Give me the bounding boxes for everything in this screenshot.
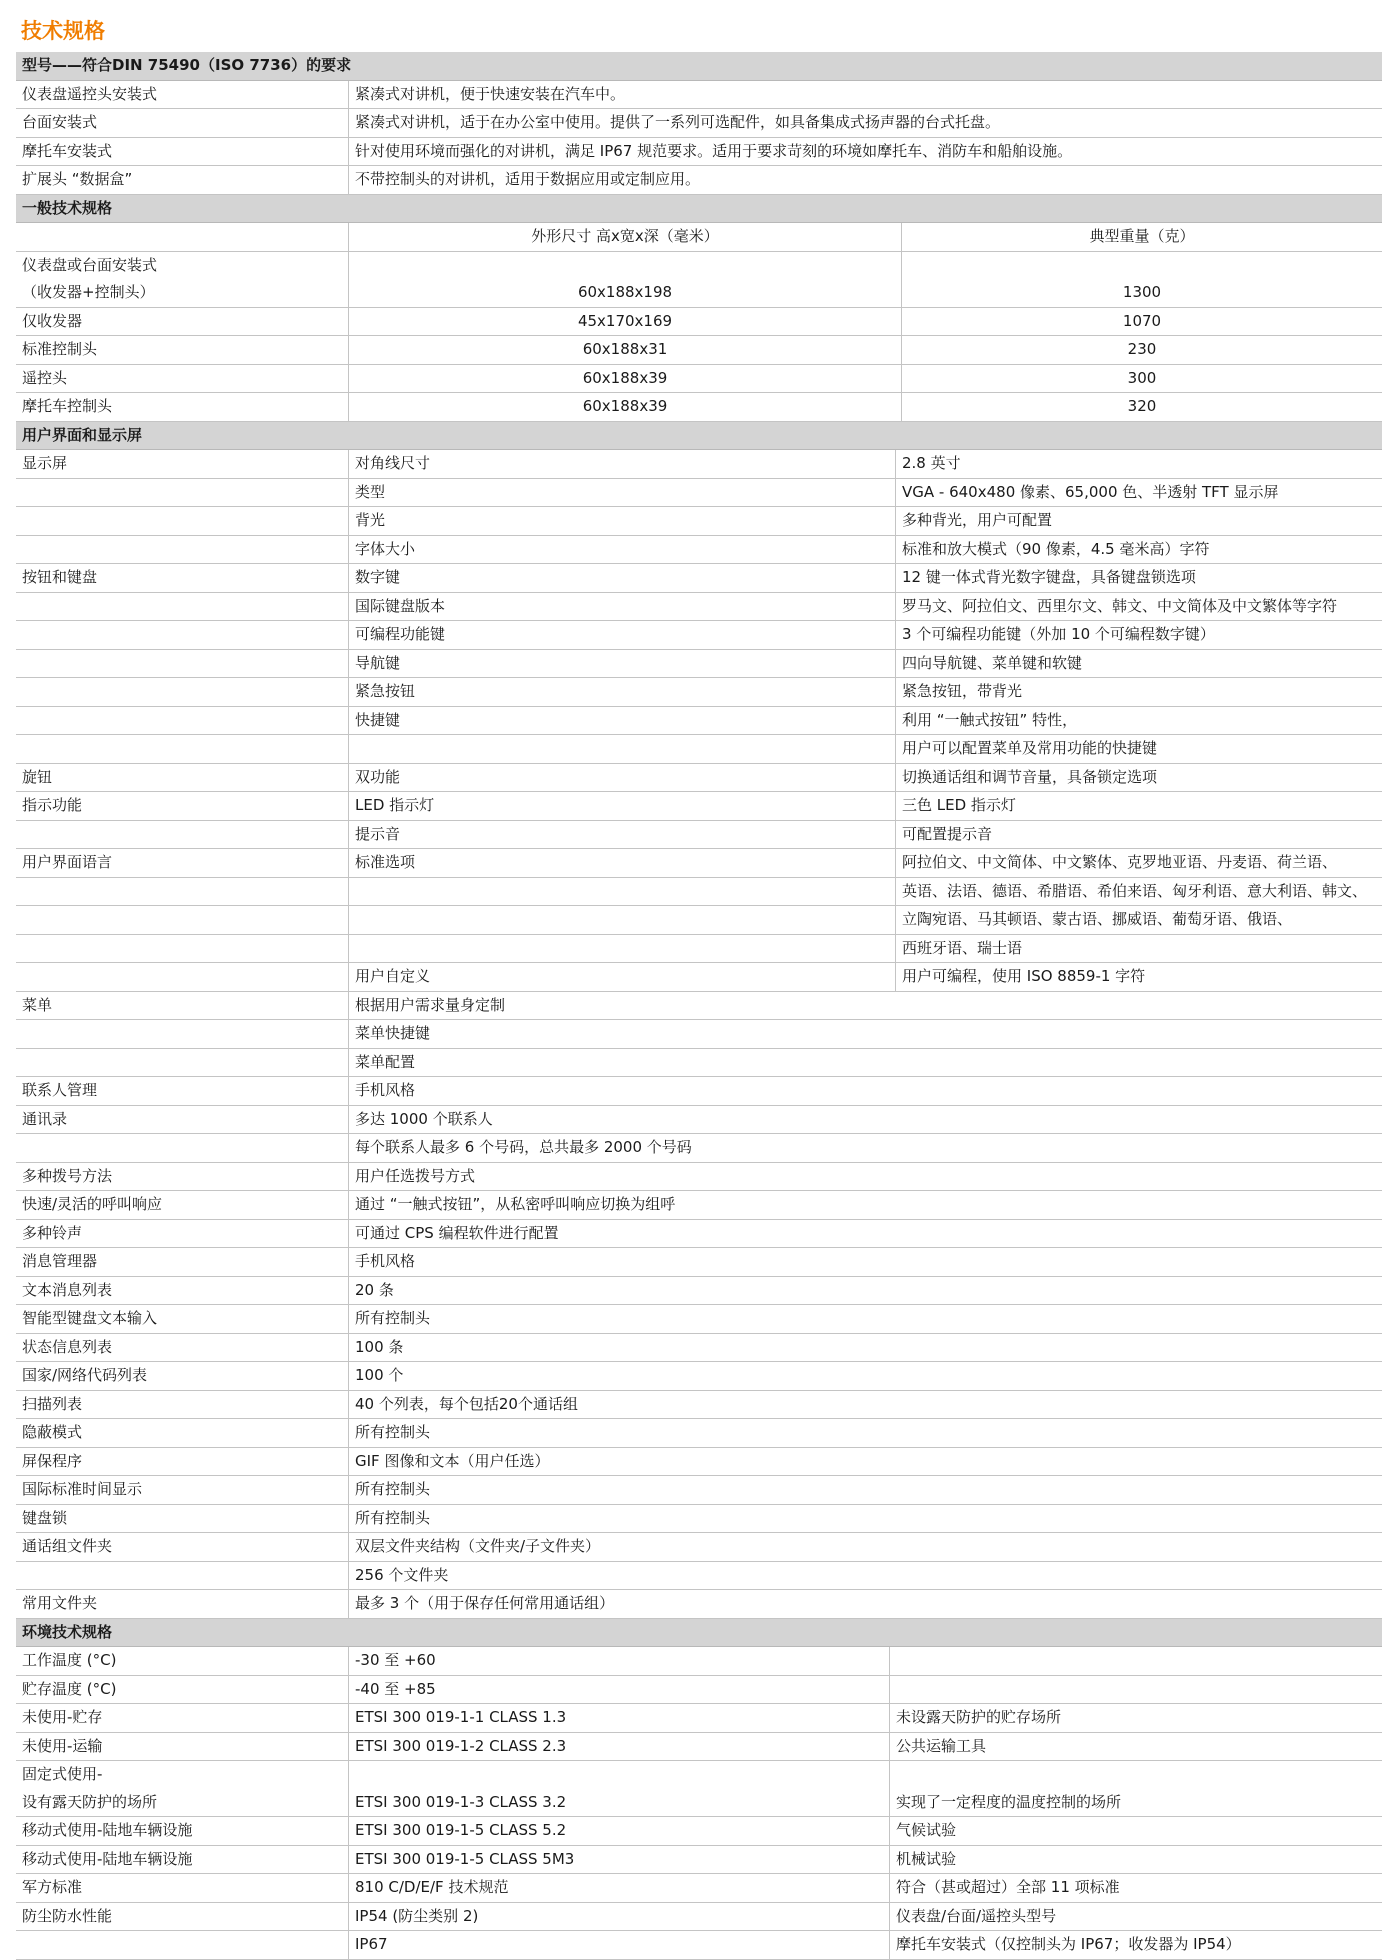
table-row	[16, 1248, 1382, 1277]
row-item: 810 C/D/E/F 技术规范	[348, 1874, 888, 1902]
row-label	[16, 507, 347, 535]
row-value: 仪表盘/台面/遥控头型号	[889, 1903, 1382, 1931]
table-row	[16, 1049, 1382, 1078]
row-label: 状态信息列表	[22, 1337, 113, 1356]
row-value: 机械试验	[889, 1846, 1382, 1874]
table-row	[16, 279, 1382, 308]
row-item: IP67	[348, 1931, 888, 1959]
dimensions-column-header: 外形尺寸 高x宽x深（毫米）	[348, 223, 901, 251]
row-value: VGA - 640x480 像素、65,000 色、半透射 TFT 显示屏	[895, 479, 1382, 507]
row-value: 实现了一定程度的温度控制的场所	[889, 1789, 1382, 1817]
row-label: 摩托车控制头	[22, 397, 113, 415]
column-header-row	[16, 223, 1382, 252]
row-value: 未设露天防护的贮存场所	[889, 1704, 1382, 1732]
row-value: 用户可以配置菜单及常用功能的快捷键	[895, 735, 1382, 763]
row-label	[16, 621, 347, 649]
section-heading: 型号——符合DIN 75490（ISO 7736）的要求	[22, 56, 352, 74]
table-row	[16, 536, 1382, 565]
row-item: 40 个列表，每个包括20个通话组	[348, 1391, 1382, 1419]
weight-value: 1070	[901, 308, 1382, 336]
table-row	[16, 1874, 1382, 1903]
table-row	[16, 1676, 1382, 1705]
table-row	[16, 393, 1382, 422]
row-item: 根据用户需求量身定制	[348, 992, 1382, 1020]
dimensions-value	[348, 252, 901, 280]
row-item: 菜单快捷键	[348, 1020, 1382, 1048]
row-item: 可通过 CPS 编程软件进行配置	[348, 1220, 1382, 1248]
table-row	[16, 593, 1382, 622]
row-item	[348, 735, 894, 763]
row-item: ETSI 300 019-1-5 CLASS 5.2	[348, 1817, 888, 1845]
table-row	[16, 735, 1382, 764]
row-item: 对角线尺寸	[348, 450, 894, 478]
table-row	[16, 1761, 1382, 1789]
section-header-ui	[16, 422, 1382, 451]
row-label: 扫描列表	[22, 1394, 83, 1413]
row-value: 用户可编程，使用 ISO 8859-1 字符	[895, 963, 1382, 991]
row-label: 用户界面语言	[22, 853, 113, 871]
table-row	[16, 821, 1382, 850]
table-row	[16, 1277, 1382, 1306]
row-label	[16, 536, 347, 564]
row-label: 工作温度 (°C)	[22, 1651, 117, 1669]
row-item: 双层文件夹结构（文件夹/子文件夹）	[348, 1533, 1382, 1561]
table-row	[16, 1220, 1382, 1249]
table-row	[16, 479, 1382, 508]
table-row	[16, 507, 1382, 536]
table-row	[16, 1077, 1382, 1106]
row-item: 所有控制头	[348, 1419, 1382, 1447]
table-row	[16, 621, 1382, 650]
table-row	[16, 1163, 1382, 1192]
table-row	[16, 1590, 1382, 1619]
table-row	[16, 650, 1382, 679]
table-row	[16, 849, 1382, 878]
row-item: 紧急按钮	[348, 678, 894, 706]
row-item: 100 个	[348, 1362, 1382, 1390]
row-item: ETSI 300 019-1-5 CLASS 5M3	[348, 1846, 888, 1874]
row-value: 罗马文、阿拉伯文、西里尔文、韩文、中文简体及中文繁体等字符	[895, 593, 1382, 621]
row-label: 仅收发器	[22, 311, 83, 330]
row-label: 未使用-贮存	[22, 1708, 103, 1726]
row-label: 屏保程序	[22, 1451, 83, 1470]
row-label	[16, 821, 347, 849]
row-value	[889, 1676, 1382, 1704]
row-value: 切换通话组和调节音量，具备锁定选项	[895, 764, 1382, 792]
row-label: 快速/灵活的呼叫响应	[22, 1195, 163, 1213]
row-label: 多种拨号方法	[22, 1166, 113, 1185]
table-row	[16, 109, 1382, 138]
row-label: 国家/网络代码列表	[22, 1366, 148, 1384]
row-label	[16, 935, 347, 963]
table-row	[16, 1334, 1382, 1363]
row-item: -30 至 +60	[348, 1647, 888, 1675]
table-row	[16, 1362, 1382, 1391]
row-value: 3 个可编程功能键（外加 10 个可编程数字键）	[895, 621, 1382, 649]
weight-value: 320	[901, 393, 1382, 421]
section-heading: 一般技术规格	[22, 198, 113, 217]
table-row	[16, 1733, 1382, 1762]
row-label: 键盘锁	[22, 1508, 68, 1527]
row-value: 公共运输工具	[889, 1733, 1382, 1761]
section-header-model	[16, 52, 1382, 81]
table-row	[16, 1106, 1382, 1135]
ui-rows	[16, 450, 1382, 992]
row-label	[16, 878, 347, 906]
weight-value	[901, 252, 1382, 280]
table-row	[16, 1448, 1382, 1477]
section-heading: 用户界面和显示屏	[22, 425, 143, 444]
section-heading: 环境技术规格	[22, 1622, 113, 1641]
row-label: 通话组文件夹	[22, 1537, 113, 1555]
row-label	[16, 479, 347, 507]
row-label: 显示屏	[22, 454, 68, 472]
row-item: 用户自定义	[348, 963, 894, 991]
row-label: 遥控头	[22, 368, 68, 387]
row-value: 紧急按钮，带背光	[895, 678, 1382, 706]
row-label: 防尘防水性能	[22, 1906, 113, 1925]
row-label: 固定式使用-	[22, 1765, 103, 1783]
row-value: 多种背光，用户可配置	[895, 507, 1382, 535]
table-row	[16, 1191, 1382, 1220]
row-label	[16, 1049, 347, 1077]
row-item: 类型	[348, 479, 894, 507]
row-value: 12 键一体式背光数字键盘，具备键盘锁选项	[895, 564, 1382, 592]
row-item: 国际键盘版本	[348, 593, 894, 621]
row-label: 隐蔽模式	[22, 1423, 83, 1441]
row-label	[16, 1134, 347, 1162]
row-label: 按钮和键盘	[22, 568, 98, 586]
row-item: 可编程功能键	[348, 621, 894, 649]
row-label: 台面安装式	[22, 113, 98, 131]
row-label: 常用文件夹	[22, 1594, 98, 1612]
row-value: 英语、法语、德语、希腊语、希伯来语、匈牙利语、意大利语、韩文、	[895, 878, 1382, 906]
row-value	[889, 1647, 1382, 1675]
weight-value: 1300	[901, 279, 1382, 307]
table-row	[16, 1533, 1382, 1562]
row-value: 符合（甚或超过）全部 11 项标准	[889, 1874, 1382, 1902]
row-label: 设有露天防护的场所	[22, 1792, 158, 1811]
env-rows	[16, 1647, 1382, 1960]
table-row	[16, 792, 1382, 821]
table-row	[16, 564, 1382, 593]
row-item: 导航键	[348, 650, 894, 678]
row-value: 不带控制头的对讲机，适用于数据应用或定制应用。	[348, 166, 1382, 194]
row-item: 所有控制头	[348, 1505, 1382, 1533]
table-row	[16, 878, 1382, 907]
row-label: 旋钮	[22, 767, 53, 786]
row-value: 紧凑式对讲机，便于快速安装在汽车中。	[348, 81, 1382, 109]
row-item: 字体大小	[348, 536, 894, 564]
row-item	[348, 906, 894, 934]
weight-value: 230	[901, 336, 1382, 364]
table-row	[16, 678, 1382, 707]
row-label	[16, 906, 347, 934]
row-value: 可配置提示音	[895, 821, 1382, 849]
dimensions-value: 45x170x169	[348, 308, 901, 336]
row-value: 摩托车安装式（仅控制头为 IP67；收发器为 IP54）	[889, 1931, 1382, 1959]
table-row	[16, 1817, 1382, 1846]
row-item	[348, 878, 894, 906]
row-label: 仪表盘或台面安装式	[22, 255, 158, 274]
row-label: 移动式使用-陆地车辆设施	[22, 1821, 193, 1839]
row-item: 所有控制头	[348, 1305, 1382, 1333]
table-row	[16, 336, 1382, 365]
row-item: ETSI 300 019-1-2 CLASS 2.3	[348, 1733, 888, 1761]
row-item: 用户任选拨号方式	[348, 1163, 1382, 1191]
section-header-env	[16, 1619, 1382, 1648]
row-item: 数字键	[348, 564, 894, 592]
table-row	[16, 138, 1382, 167]
row-label	[16, 1020, 347, 1048]
page-title: 技术规格	[21, 19, 105, 43]
row-label: 摩托车安装式	[22, 141, 113, 160]
dimensions-value: 60x188x39	[348, 365, 901, 393]
row-value: 利用 “一触式按钮” 特性，	[895, 707, 1382, 735]
table-row	[16, 1562, 1382, 1591]
spec-table	[16, 52, 1382, 1960]
row-value: 2.8 英寸	[895, 450, 1382, 478]
table-row	[16, 81, 1382, 110]
table-row	[16, 1505, 1382, 1534]
table-row	[16, 1476, 1382, 1505]
table-row	[16, 1789, 1382, 1818]
table-row	[16, 1305, 1382, 1334]
row-item: 多达 1000 个联系人	[348, 1106, 1382, 1134]
row-label: 指示功能	[22, 796, 83, 814]
row-value	[889, 1761, 1382, 1789]
row-item: 通过 “一触式按钮”，从私密呼叫响应切换为组呼	[348, 1191, 1382, 1219]
row-item: 最多 3 个（用于保存任何常用通话组）	[348, 1590, 1382, 1618]
row-value: 气候试验	[889, 1817, 1382, 1845]
row-value: 三色 LED 指示灯	[895, 792, 1382, 820]
table-row	[16, 963, 1382, 992]
ui-wide-rows	[16, 992, 1382, 1619]
row-item: ETSI 300 019-1-3 CLASS 3.2	[348, 1789, 888, 1817]
row-label	[16, 1562, 347, 1590]
table-row	[16, 1647, 1382, 1676]
row-item	[348, 935, 894, 963]
table-row	[16, 935, 1382, 964]
row-item: 提示音	[348, 821, 894, 849]
row-label: 文本消息列表	[22, 1280, 113, 1299]
weight-value: 300	[901, 365, 1382, 393]
table-row	[16, 764, 1382, 793]
row-label: 仪表盘遥控头安装式	[22, 84, 158, 103]
row-item: 背光	[348, 507, 894, 535]
table-row	[16, 992, 1382, 1021]
row-value: 紧凑式对讲机，适于在办公室中使用。提供了一系列可选配件，如具备集成式扬声器的台式托盘。	[348, 109, 1382, 137]
row-label	[16, 963, 347, 991]
row-value: 针对使用环境而强化的对讲机，满足 IP67 规范要求。适用于要求苛刻的环境如摩托车、消防车和船舶设施。	[348, 138, 1382, 166]
row-value: 阿拉伯文、中文简体、中文繁体、克罗地亚语、丹麦语、荷兰语、	[895, 849, 1382, 877]
row-label: 通讯录	[22, 1109, 68, 1128]
table-row	[16, 450, 1382, 479]
row-item: ETSI 300 019-1-1 CLASS 1.3	[348, 1704, 888, 1732]
table-row	[16, 1846, 1382, 1875]
table-row	[16, 1391, 1382, 1420]
row-item: 快捷键	[348, 707, 894, 735]
row-label: 国际标准时间显示	[22, 1480, 143, 1498]
dimensions-value: 60x188x39	[348, 393, 901, 421]
table-row	[16, 252, 1382, 280]
row-item: 标准选项	[348, 849, 894, 877]
table-row	[16, 1903, 1382, 1932]
row-item: 双功能	[348, 764, 894, 792]
table-row	[16, 365, 1382, 394]
row-label: 标准控制头	[22, 340, 98, 358]
row-label	[16, 593, 347, 621]
row-item: GIF 图像和文本（用户任选）	[348, 1448, 1382, 1476]
row-label: 扩展头 “数据盒”	[22, 170, 133, 188]
row-item: 20 条	[348, 1277, 1382, 1305]
row-label	[16, 1931, 347, 1959]
row-item: 手机风格	[348, 1248, 1382, 1276]
table-row	[16, 1704, 1382, 1733]
row-label	[16, 223, 347, 251]
table-row	[16, 308, 1382, 337]
table-row	[16, 1419, 1382, 1448]
table-row	[16, 1020, 1382, 1049]
row-label: 贮存温度 (°C)	[22, 1679, 117, 1698]
row-label: 联系人管理	[22, 1081, 98, 1099]
row-item: 每个联系人最多 6 个号码，总共最多 2000 个号码	[348, 1134, 1382, 1162]
row-label: 智能型键盘文本输入	[22, 1309, 158, 1327]
row-value: 立陶宛语、马其顿语、蒙古语、挪威语、葡萄牙语、俄语、	[895, 906, 1382, 934]
row-value: 西班牙语、瑞士语	[895, 935, 1382, 963]
table-row	[16, 166, 1382, 195]
row-label: 菜单	[22, 995, 53, 1014]
row-item: -40 至 +85	[348, 1676, 888, 1704]
row-item: 100 条	[348, 1334, 1382, 1362]
row-item: 256 个文件夹	[348, 1562, 1382, 1590]
row-item	[348, 1761, 888, 1789]
row-value: 标准和放大模式（90 像素，4.5 毫米高）字符	[895, 536, 1382, 564]
row-label	[16, 707, 347, 735]
row-label: 移动式使用-陆地车辆设施	[22, 1849, 193, 1868]
row-item: IP54 (防尘类别 2)	[348, 1903, 888, 1931]
row-label: 军方标准	[22, 1878, 83, 1896]
row-item: 手机风格	[348, 1077, 1382, 1105]
dimensions-value: 60x188x31	[348, 336, 901, 364]
row-label: 消息管理器	[22, 1252, 98, 1270]
table-row	[16, 906, 1382, 935]
row-label	[16, 678, 347, 706]
row-label: 未使用-运输	[22, 1736, 103, 1755]
row-item: 所有控制头	[348, 1476, 1382, 1504]
table-row	[16, 707, 1382, 736]
row-value: 四向导航键、菜单键和软键	[895, 650, 1382, 678]
row-label	[16, 650, 347, 678]
row-item: LED 指示灯	[348, 792, 894, 820]
row-label: 多种铃声	[22, 1223, 83, 1242]
row-item: 菜单配置	[348, 1049, 1382, 1077]
row-label	[16, 735, 347, 763]
table-row	[16, 1134, 1382, 1163]
table-row	[16, 1931, 1382, 1960]
section-header-general	[16, 195, 1382, 224]
weight-column-header: 典型重量（克）	[901, 223, 1382, 251]
row-label: （收发器+控制头）	[22, 283, 155, 301]
dimensions-value: 60x188x198	[348, 279, 901, 307]
